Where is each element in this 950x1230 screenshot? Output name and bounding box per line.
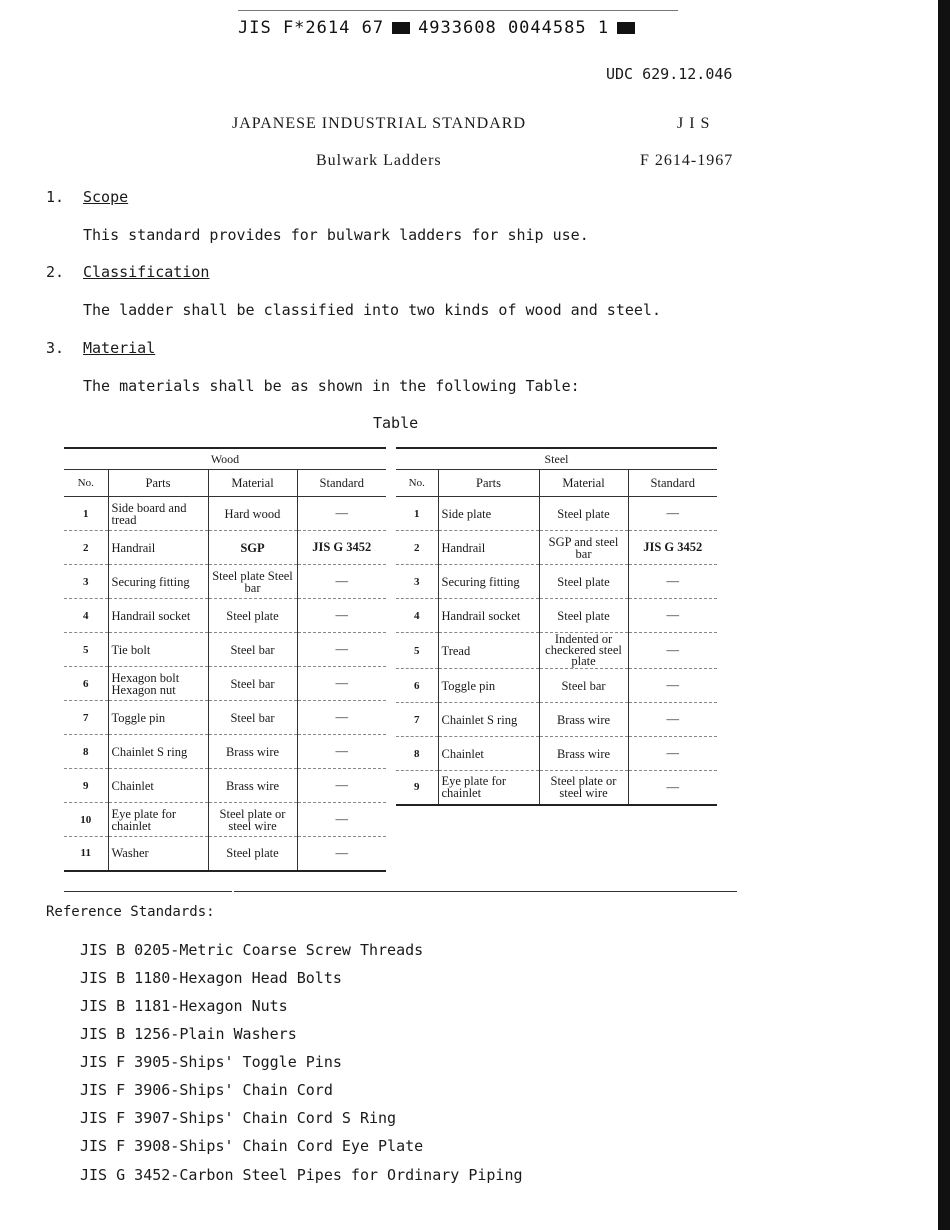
table-row [396, 497, 717, 531]
row-standard: — [297, 497, 386, 531]
row-no: 2 [396, 531, 438, 565]
doc-title: Bulwark Ladders [316, 152, 442, 169]
col-material: Material [208, 470, 297, 497]
table-row [64, 769, 386, 803]
row-material: Steel plate [208, 599, 297, 633]
row-standard: — [297, 735, 386, 769]
row-material: Steel plate Steel bar [208, 565, 297, 599]
row-no: 11 [64, 837, 108, 871]
row-standard: — [297, 565, 386, 599]
row-material: Steel bar [539, 669, 628, 703]
row-no: 8 [396, 737, 438, 771]
row-standard: — [628, 737, 717, 771]
col-no: No. [396, 470, 438, 497]
row-standard: JIS G 3452 [297, 531, 386, 565]
reference-item: JIS G 3452-Carbon Steel Pipes for Ordinary Piping [80, 1166, 523, 1184]
table-row [64, 735, 386, 769]
row-parts: Handrail socket [108, 599, 208, 633]
table-row [396, 771, 717, 805]
row-material: Steel bar [208, 633, 297, 667]
row-material: Indented or checkered steel plate [539, 633, 628, 669]
row-no: 7 [396, 703, 438, 737]
reference-item: JIS B 0205-Metric Coarse Screw Threads [80, 941, 424, 959]
row-no: 4 [396, 599, 438, 633]
section-title-material: Material [83, 339, 156, 357]
row-parts: Handrail [438, 531, 539, 565]
table-row [64, 837, 386, 871]
doc-number: F 2614-1967 [640, 152, 734, 169]
redaction-block-1 [392, 22, 410, 34]
reference-item: JIS F 3905-Ships' Toggle Pins [80, 1053, 342, 1071]
row-standard: — [628, 669, 717, 703]
table-row [396, 703, 717, 737]
section-title-scope: Scope [83, 188, 129, 206]
row-material: Brass wire [208, 769, 297, 803]
row-material: Brass wire [539, 703, 628, 737]
row-material: Steel plate or steel wire [539, 771, 628, 805]
row-material: Brass wire [539, 737, 628, 771]
table-row [396, 565, 717, 599]
standard-org: JAPANESE INDUSTRIAL STANDARD [232, 115, 526, 132]
row-standard: — [297, 633, 386, 667]
row-parts: Handrail [108, 531, 208, 565]
row-material: Steel plate or steel wire [208, 803, 297, 837]
reference-item: JIS F 3908-Ships' Chain Cord Eye Plate [80, 1137, 424, 1155]
col-no: No. [64, 470, 108, 497]
reference-item: JIS B 1256-Plain Washers [80, 1025, 297, 1043]
top-rule [238, 10, 678, 11]
row-standard: — [628, 497, 717, 531]
classification-text: The ladder shall be classified into two kinds of wood and steel. [83, 301, 661, 319]
row-material: Steel plate [539, 497, 628, 531]
row-no: 9 [396, 771, 438, 805]
table-row [396, 633, 717, 669]
row-standard: — [297, 769, 386, 803]
row-parts: Securing fitting [438, 565, 539, 599]
row-no: 3 [64, 565, 108, 599]
section-number: 2. [46, 263, 65, 281]
row-material: Hard wood [208, 497, 297, 531]
row-no: 9 [64, 769, 108, 803]
separator-rule [234, 891, 737, 892]
section-number: 1. [46, 188, 65, 206]
row-parts: Toggle pin [108, 701, 208, 735]
material-text: The materials shall be as shown in the following Table: [83, 377, 580, 395]
col-standard: Standard [628, 470, 717, 497]
catalog-code: JIS F*2614 67 [238, 18, 385, 38]
table-row [64, 701, 386, 735]
row-material: Steel plate [539, 565, 628, 599]
table-row [64, 565, 386, 599]
table-row [64, 667, 386, 701]
row-parts: Hexagon bolt Hexagon nut [108, 667, 208, 701]
jis-mark: J I S [677, 115, 711, 132]
row-no: 1 [64, 497, 108, 531]
row-standard: — [297, 803, 386, 837]
table-caption: Table [373, 414, 419, 432]
row-parts: Chainlet [438, 737, 539, 771]
row-material: SGP and steel bar [539, 531, 628, 565]
table-row [64, 599, 386, 633]
scope-text: This standard provides for bulwark ladders for ship use. [83, 226, 589, 244]
row-no: 3 [396, 565, 438, 599]
row-parts: Chainlet S ring [108, 735, 208, 769]
catalog-number: 4933608 0044585 1 [418, 18, 610, 38]
row-standard: — [628, 599, 717, 633]
row-material: Steel bar [208, 667, 297, 701]
row-parts: Washer [108, 837, 208, 871]
row-material: Steel plate [208, 837, 297, 871]
row-material: Steel bar [208, 701, 297, 735]
table-row [64, 497, 386, 531]
row-standard: — [297, 701, 386, 735]
col-parts: Parts [108, 470, 208, 497]
row-no: 8 [64, 735, 108, 769]
row-parts: Eye plate for chainlet [438, 771, 539, 805]
row-standard: — [628, 633, 717, 669]
col-parts: Parts [438, 470, 539, 497]
col-material: Material [539, 470, 628, 497]
udc-code: UDC 629.12.046 [606, 65, 733, 83]
section-number: 3. [46, 339, 65, 357]
row-standard: — [628, 565, 717, 599]
row-parts: Securing fitting [108, 565, 208, 599]
table-row [64, 531, 386, 565]
table-row [396, 669, 717, 703]
separator-rule [64, 891, 232, 892]
row-material: SGP [208, 531, 297, 565]
row-standard: — [297, 599, 386, 633]
row-no: 6 [64, 667, 108, 701]
row-no: 10 [64, 803, 108, 837]
row-no: 1 [396, 497, 438, 531]
row-parts: Handrail socket [438, 599, 539, 633]
row-no: 4 [64, 599, 108, 633]
row-material: Steel plate [539, 599, 628, 633]
steel-group-header: Steel [396, 448, 717, 470]
row-standard: — [628, 771, 717, 805]
reference-item: JIS B 1181-Hexagon Nuts [80, 997, 288, 1015]
scan-edge [938, 0, 950, 1230]
row-standard: — [297, 837, 386, 871]
table-row [396, 599, 717, 633]
steel-table [396, 447, 717, 806]
col-standard: Standard [297, 470, 386, 497]
table-row [64, 633, 386, 667]
wood-table [64, 447, 386, 872]
table-row [396, 531, 717, 565]
row-no: 5 [396, 633, 438, 669]
reference-item: JIS B 1180-Hexagon Head Bolts [80, 969, 342, 987]
row-standard: JIS G 3452 [628, 531, 717, 565]
row-parts: Tread [438, 633, 539, 669]
row-no: 7 [64, 701, 108, 735]
reference-title: Reference Standards: [46, 904, 215, 920]
catalog-header-line [238, 18, 678, 38]
row-standard: — [628, 703, 717, 737]
section-title-classification: Classification [83, 263, 210, 281]
row-parts: Tie bolt [108, 633, 208, 667]
row-parts: Chainlet S ring [438, 703, 539, 737]
row-parts: Toggle pin [438, 669, 539, 703]
row-no: 2 [64, 531, 108, 565]
row-standard: — [297, 667, 386, 701]
table-row [396, 737, 717, 771]
table-row [64, 803, 386, 837]
row-parts: Eye plate for chainlet [108, 803, 208, 837]
row-parts: Side board and tread [108, 497, 208, 531]
row-parts: Side plate [438, 497, 539, 531]
row-material: Brass wire [208, 735, 297, 769]
row-no: 6 [396, 669, 438, 703]
wood-group-header: Wood [64, 448, 386, 470]
reference-item: JIS F 3907-Ships' Chain Cord S Ring [80, 1109, 397, 1127]
reference-item: JIS F 3906-Ships' Chain Cord [80, 1081, 333, 1099]
redaction-block-2 [617, 22, 635, 34]
row-no: 5 [64, 633, 108, 667]
row-parts: Chainlet [108, 769, 208, 803]
